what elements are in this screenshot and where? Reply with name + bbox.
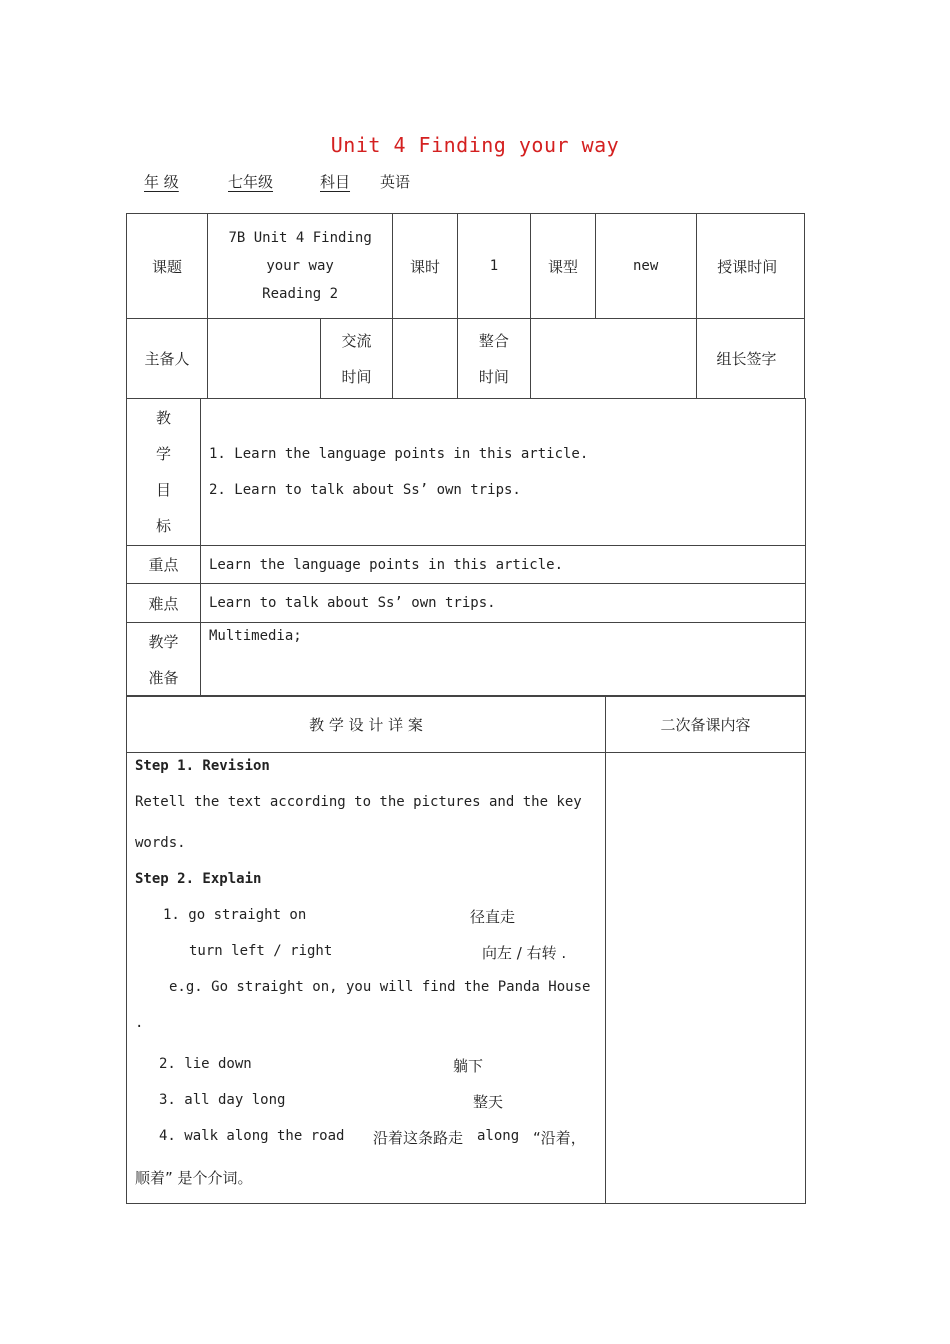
step1-text-a: Retell the text according to the pictures and the key <box>135 794 582 810</box>
item4-en: 4. walk along the road <box>159 1128 345 1144</box>
item1-cn: 径直走 <box>470 908 516 926</box>
item3-en: 3. all day long <box>159 1092 286 1108</box>
grade-label: 年 级 <box>144 173 179 191</box>
goals-label-1: 教 <box>155 409 171 427</box>
lead-value <box>208 319 321 399</box>
step1-text-b: words. <box>135 835 186 851</box>
time-label: 授课时间 <box>696 214 804 319</box>
exchange-label <box>320 319 392 399</box>
integrate-label-1: 整合 <box>478 331 509 350</box>
design-content <box>127 753 606 1204</box>
item2-cn: 躺下 <box>453 1057 484 1075</box>
example-a: e.g. Go straight on, you will find the Panda House <box>169 979 591 995</box>
lead-label: 主备人 <box>127 319 208 399</box>
period-value: 1 <box>457 214 530 319</box>
key-value: Learn the language points in this article. <box>201 546 806 584</box>
goal-item: 2. Learn to talk about Ss’ own trips. <box>209 482 521 498</box>
item4-note-cn: “沿着， <box>533 1129 586 1147</box>
item1b-cn: 向左 / 右转 . <box>482 944 567 962</box>
topic-label: 课题 <box>127 214 208 319</box>
exchange-label-2: 时间 <box>341 367 372 386</box>
step2-title: Step 2. Explain <box>135 871 262 887</box>
item4-cn: 沿着这条路走 <box>373 1129 464 1147</box>
design-header: 教 学 设 计 详 案 <box>127 696 606 753</box>
goals-value <box>201 399 806 546</box>
integrate-label <box>457 319 530 399</box>
item4-note-en: along <box>477 1128 520 1144</box>
goals-label-4: 标 <box>155 517 171 535</box>
goal-item: 1. Learn the language points in this article. <box>209 446 589 462</box>
key-label: 重点 <box>127 546 201 584</box>
goals-label-3: 目 <box>155 481 171 499</box>
subject-value: 英语 <box>380 173 411 191</box>
design-table <box>126 695 806 1204</box>
item1-en: 1. go straight on <box>163 907 307 923</box>
prep-label-2: 准备 <box>148 668 179 687</box>
topic-line-2: your way <box>266 258 334 274</box>
item3-cn: 整天 <box>473 1093 504 1111</box>
item2-en: 2. lie down <box>159 1056 252 1072</box>
goals-label-2: 学 <box>155 445 171 463</box>
goals-label <box>127 399 201 546</box>
integrate-value <box>531 319 696 399</box>
type-value: new <box>595 214 696 319</box>
lesson-info-table <box>126 213 805 319</box>
example-b: . <box>135 1015 144 1031</box>
item1b-en: turn left / right <box>189 943 333 959</box>
topic-value <box>208 214 393 319</box>
prep-value: Multimedia; <box>201 623 806 697</box>
grade-value: 七年级 <box>228 173 274 191</box>
topic-line-1: 7B Unit 4 Finding <box>228 230 372 246</box>
exchange-value <box>393 319 458 399</box>
step1-title: Step 1. Revision <box>135 758 270 774</box>
topic-line-3: Reading 2 <box>262 286 339 302</box>
secondary-header: 二次备课内容 <box>606 696 806 753</box>
page-title: Unit 4 Finding your way <box>330 133 620 157</box>
lesson-people-table <box>126 318 805 399</box>
integrate-label-2: 时间 <box>478 367 509 386</box>
subject-label: 科目 <box>320 173 351 191</box>
type-label: 课型 <box>531 214 596 319</box>
exchange-label-1: 交流 <box>341 331 372 350</box>
prep-label-1: 教学 <box>148 632 179 651</box>
difficult-value: Learn to talk about Ss’ own trips. <box>201 584 806 623</box>
lesson-goals-table <box>126 398 806 697</box>
leader-sign-label: 组长签字 <box>696 319 805 399</box>
difficult-label: 难点 <box>127 584 201 623</box>
period-label: 课时 <box>393 214 458 319</box>
prep-label <box>127 623 201 697</box>
secondary-content <box>606 753 806 1204</box>
item4-cont: 顺着” 是个介词。 <box>135 1169 253 1187</box>
